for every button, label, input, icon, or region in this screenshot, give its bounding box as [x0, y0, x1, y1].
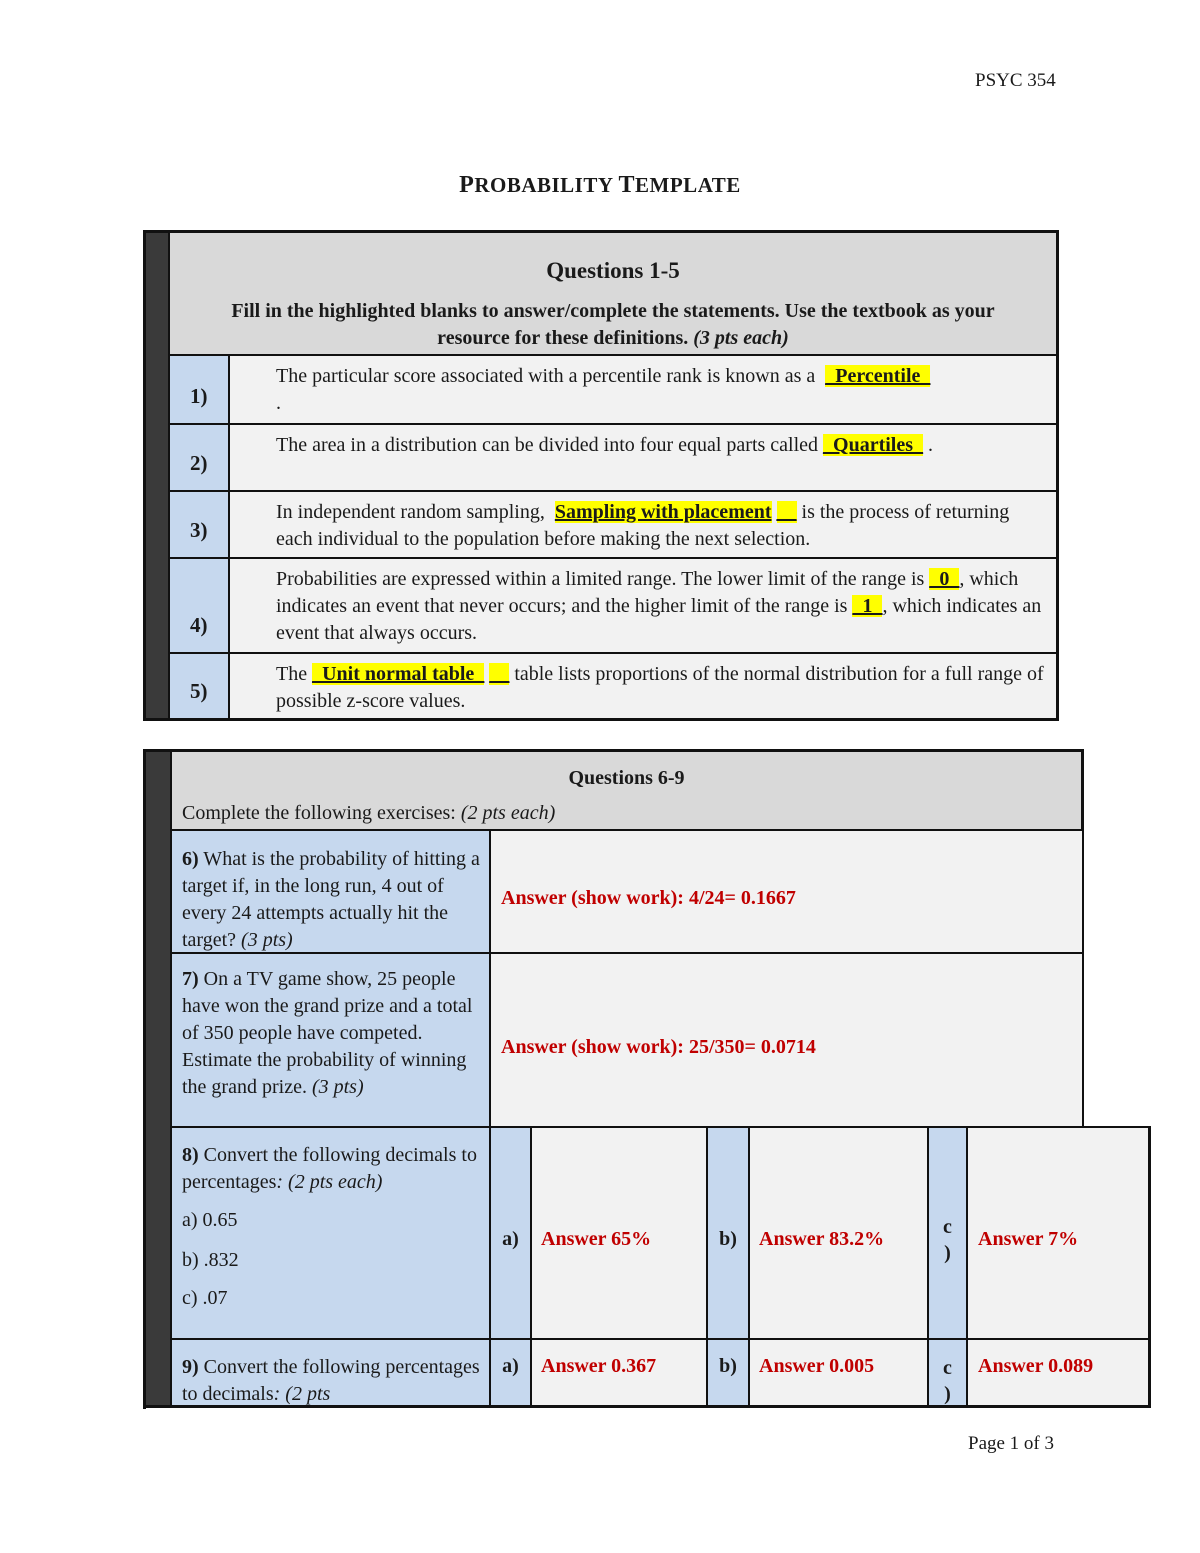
- question-number: 2): [170, 425, 230, 490]
- question-row-4: [168, 557, 1056, 652]
- label-b: b): [706, 1126, 750, 1340]
- question-row-1: [168, 354, 1056, 423]
- section2-header: [170, 752, 1081, 829]
- choice-c: c) .07: [182, 1287, 228, 1309]
- question-text: Probabilities are expressed within a limited range. The lower limit of the range is _0_, which indicates an event that never occurs; and the higher limit of the range is _1_, which indicates an event that always occurs.: [230, 559, 1056, 652]
- choice-a: a) 0.65: [182, 1209, 238, 1231]
- page-number: Page 1 of 3: [968, 1433, 1055, 1454]
- section2-instructions: Complete the following exercises: (2 pts each): [182, 802, 556, 824]
- question-9: 9) Convert the following percentages to decimals: (2 pts: [170, 1338, 491, 1408]
- label-b: b): [706, 1338, 750, 1408]
- answer-blank[interactable]: Sampling with placement: [554, 501, 772, 523]
- answer-9a-cell[interactable]: [530, 1338, 708, 1408]
- answer-blank[interactable]: _0_: [929, 568, 960, 590]
- answer-blank[interactable]: _Unit normal table_: [312, 663, 485, 685]
- answer-8c-cell[interactable]: [966, 1126, 1151, 1340]
- choice-b: b) .832: [182, 1249, 239, 1271]
- answer-9c[interactable]: Answer 0.089: [978, 1355, 1094, 1377]
- question-text: In independent random sampling, Sampling with placement __ is the process of returning each individual to the population before making the next selection.: [230, 492, 1056, 557]
- question-6: 6) What is the probability of hitting a target if, in the long run, 4 out of every 24 attempts actually hit the target? (3 pts): [170, 829, 491, 954]
- answer-9a[interactable]: Answer 0.367: [541, 1355, 657, 1377]
- question-row-5: [168, 652, 1056, 718]
- question-text: The particular score associated with a percentile rank is known as a _Percentile_ .: [230, 356, 1056, 423]
- answer-8c[interactable]: Answer 7%: [978, 1228, 1079, 1250]
- section1-heading: Questions 1-5: [546, 258, 680, 283]
- answer-6[interactable]: Answer (show work): 4/24= 0.1667: [501, 887, 796, 909]
- answer-7-cell[interactable]: [489, 952, 1084, 1128]
- answer-6-cell[interactable]: [489, 829, 1084, 954]
- question-number: 5): [170, 654, 230, 718]
- answer-8a[interactable]: Answer 65%: [541, 1228, 652, 1250]
- course-code: PSYC 354: [975, 70, 1056, 91]
- question-number: 3): [170, 492, 230, 557]
- question-text: The area in a distribution can be divided into four equal parts called _Quartiles_ .: [230, 425, 1056, 490]
- page-title: PROBABILITY TEMPLATE: [459, 172, 741, 198]
- question-number: 4): [170, 559, 230, 652]
- label-c: c ): [927, 1338, 968, 1408]
- answer-8b-cell[interactable]: [748, 1126, 929, 1340]
- question-8: 8) Convert the following decimals to percentages: (2 pts each) a) 0.65 b) .832 c) .07: [170, 1126, 491, 1340]
- answer-8b[interactable]: Answer 83.2%: [759, 1228, 885, 1250]
- label-a: a): [489, 1338, 532, 1408]
- question-7: 7) On a TV game show, 25 people have won the grand prize and a total of 350 people have competed. Estimate the probability of winning the grand prize. (3 pts): [170, 952, 491, 1128]
- question-row-3: [168, 490, 1056, 557]
- label-c: c ): [927, 1126, 968, 1340]
- answer-8a-cell[interactable]: [530, 1126, 708, 1340]
- answer-7[interactable]: Answer (show work): 25/350= 0.0714: [501, 1036, 816, 1058]
- section1-instructions: Fill in the highlighted blanks to answer/complete the statements. Use the textbook as your resource for these definitions. (3 pts each): [231, 300, 995, 349]
- table-border: [143, 1405, 1151, 1408]
- section2-heading: Questions 6-9: [568, 767, 685, 789]
- table-side-bar: [146, 233, 168, 718]
- table-border: [1148, 1126, 1151, 1408]
- answer-blank[interactable]: _Percentile_: [825, 365, 931, 387]
- answer-blank[interactable]: _Quartiles_: [823, 434, 924, 456]
- table-side-bar: [146, 752, 170, 1407]
- answer-9c-cell[interactable]: [966, 1338, 1151, 1408]
- question-text: The _Unit normal table_ __ table lists proportions of the normal distribution for a full range of possible z-score values.: [230, 654, 1056, 718]
- answer-9b[interactable]: Answer 0.005: [759, 1355, 875, 1377]
- question-row-2: [168, 423, 1056, 490]
- answer-blank[interactable]: _1_: [852, 595, 883, 617]
- section1-header: [168, 233, 1056, 354]
- answer-9b-cell[interactable]: [748, 1338, 929, 1408]
- label-a: a): [489, 1126, 532, 1340]
- question-number: 1): [170, 356, 230, 423]
